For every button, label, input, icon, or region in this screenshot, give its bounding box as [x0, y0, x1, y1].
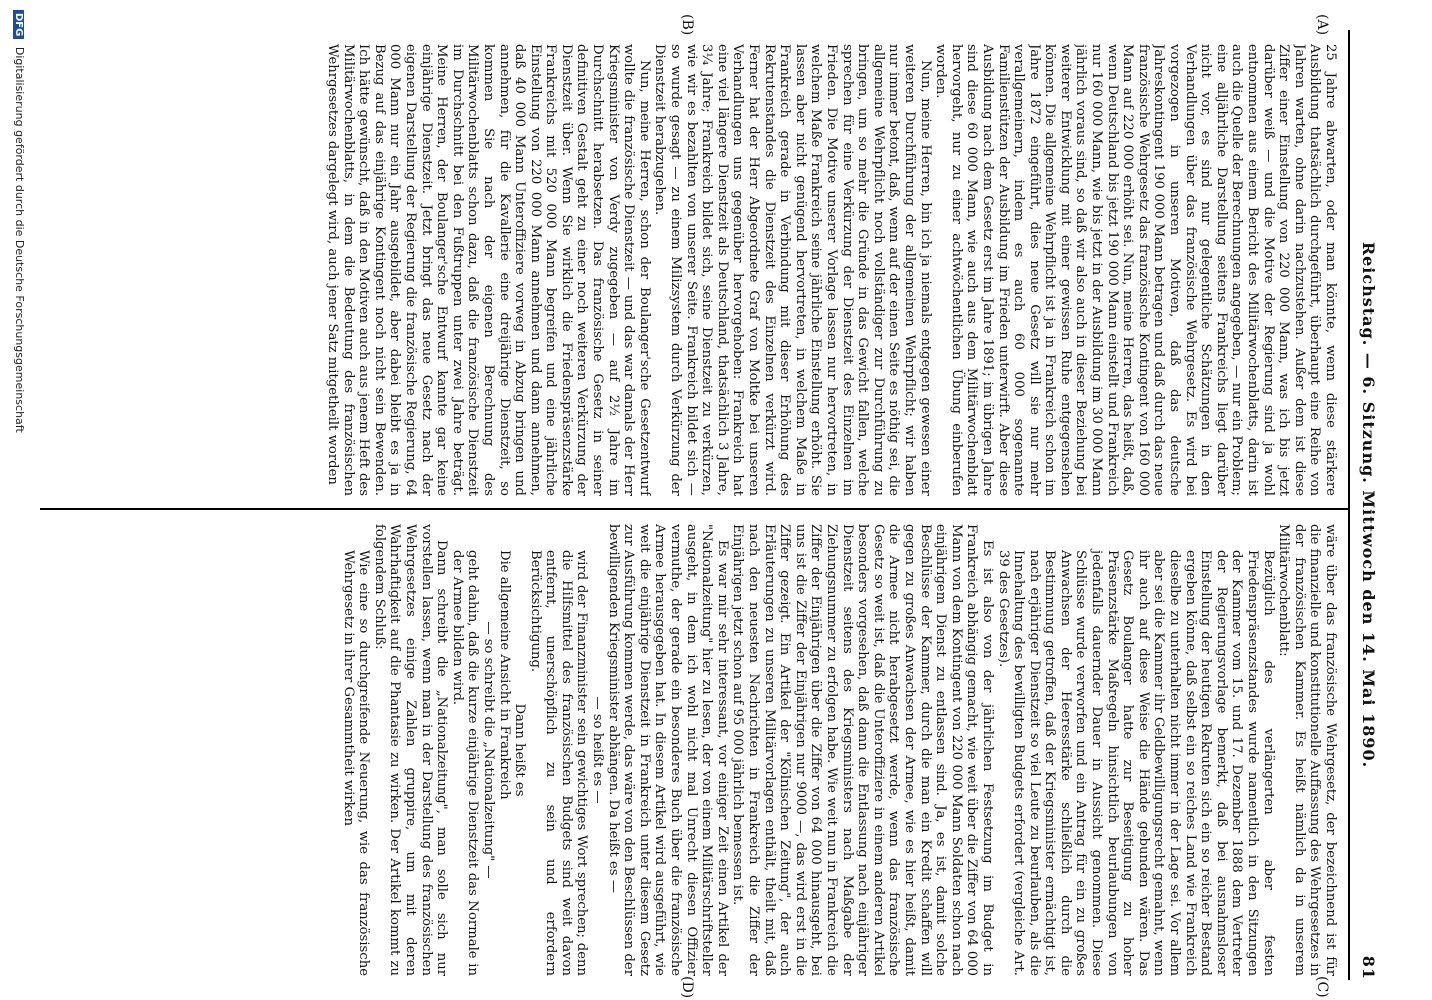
- header-rule: [1348, 30, 1350, 980]
- running-title: Reichstag. — 6. Sitzung. Mittwoch den 14. Mai 1890.: [1359, 241, 1378, 769]
- margin-marker-c: (C): [1314, 976, 1330, 998]
- margin-marker-a: (A): [1314, 14, 1330, 36]
- margin-marker-b: (B): [679, 14, 695, 36]
- paragraph: wäre über das französische Wehrgesetz, der bezeichnend ist für die finanzielle und konstitutionelle Auffassung des Wehrgesetzes in der französischen Kammer. Es heißt nämlich da in unserem Militärwochenblatt:: [1276, 524, 1338, 976]
- paragraph: Es war mir sehr interessant, vor einiger Zeit einen Artikel der "Nationalzeitung" hier zu lesen, der von einem Militärschriftsteller ausgeht, in dem ich wohl nicht mal Unrecht diesen Offizier vermuthe, der gerade ein besonderes Buch über die französische Armee herausgegeben hat. In diesem Artikel wird ausgeführt, wie weit die einjährige Dienstzeit in Frankreich unter diesem Gesetz zur Ausführung kommen werde, das wäre von den Beschlüssen der bewilligenden Kriegsminister abhängen. Da heißt es —: [605, 524, 730, 976]
- footer: [6, 10, 26, 990]
- left-column: [40, 44, 1338, 496]
- margin-marker-d: (D): [679, 976, 695, 999]
- paragraph: Dann schreibt die „Nationalzeitung", man solle sich nur vorstellen lassen, wenn man in der Darstellung des französischen Wehrgesetzes einige Zahlen gruppire, um mit deren Wahrhaftigkeit auf die Phantasie zu wirken. Der Artikel kommt zu folgendem Schluß:: [371, 524, 450, 976]
- aside-line: — so schreibt die „Nationalzeitung" —: [480, 621, 496, 879]
- aside-line: — so heißt es —: [590, 696, 606, 804]
- page-header: [1348, 30, 1378, 980]
- paragraph: Es ist also von der jährlichen Festsetzung im Budget in Frankreich abhängig gemacht, wie weit über die Ziffer von 64 000 Mann von dem Kontingent von 220 000 Mann Soldaten schon nach einjährigem Dienst zu entlassen sind. Ja, es ist, damit solche Beschlüsse der Kammer, durch die man ein Kredit schaffen will gegen zu großes Anwachsen der Armee, wie es hier heißt, damit die Armee nicht herabgesetzt werde, wenn das französische Gesetz so weit ist, daß die Unteroffiziere in einem anderen Artikel besonders vorgesehen, daß dann die Entlassung nach einjähriger Dienstzeit seitens des Kriegsministers nach Maßgabe der Ziehungsnummer zu erfolgen habe. Wie weit nun in Frankreich die Ziffer der Einjährigen über die Ziffer von 64 000 hinausgeht, bei uns ist die Ziffer der Einjährigen nur 9000 —, das wird erst in die Ziffer gezeigt. Ein Artikel der "Kölnischen Zeitung", der auch Erläuterungen zu unseren Militärvorlagen enthält, theilt mit, daß nach den neuesten Nachrichten in Frankreich die Ziffer der Einjährigen jetzt schon auf 95 000 jährlich bemessen ist.: [730, 524, 995, 976]
- right-column: [40, 524, 1338, 976]
- paragraph: 25 Jahre abwarten, oder man könnte, wenn diese stärkere Ausbildung thatsächlich durchgeführt, überhaupt eine Reihe von Jahren warten, ohne darin nachzustehen. Außer dem ist diese Ziffer einer Einstellung von 220 000 Mann, was ich bis jetzt darüber weiß — und die Motive der Regierung sind ja wohl entnommen aus einem Bericht des Militärwochenblatts, darin ist auch die Quelle der Berechnungen angegeben, — nur ein Problem; eine alljährliche Darstellung seitens Frankreichs liegt darüber nicht vor, es sind nur gelegentliche Schätzungen in den Verhandlungen über das französische Wehrgesetz. Es wird bei vorgezogen in unseren Motiven, daß das deutsche Jahreskontingent 190 000 Mann betragen und daß durch das neue französische Wehrgesetz das französische Kontingent von 160 000 Mann auf 220 000 erhöht sei. Nun, meine Herren, das heißt, daß, wenn Deutschland bis jetzt 190 000 Mann einstellt und Frankreich nur 160 000 Mann, wie bis jetzt in der Ausbildung im 30 000 Mann jährlich voraus sind, so daß wir also auch in dieser Beziehung bei weiterer Entwicklung mit einer gewissen Ruhe entgegensehen können. Die allgemeine Wehrpflicht ist ja in Frankreich schon im Jahre 1872 eingeführt, dies neue Gesetz will sie nur mehr verallgemeinern, indem es auch 60 000 sogenannte Familienstützen der Ausbildung im Frieden unterwirft. Aber diese Ausbildung nach dem Gesetz erst im Jahre 1891; im übrigen Jahre sind diese 60 000 Mann, wie auch aus dem Militärwochenblatt hervorgeht, nur zu einer achtwöchentlichen Übung einberufen worden.: [933, 44, 1338, 496]
- quoted-paragraph: Bezüglich des verlängerten aber festen Friedenspräsenzstandes wurde namentlich in den Sitzungen der Kammer vom 15. und 17. Dezember 1888 dem Vertreter der Regierungsvorlage bemerkt, daß bei ausnahmsloser Einstellung der heutigen Rekruten sich ein so reicher Bestand ergeben könne, daß selbst ein so reiches Land wie Frankreich dieselbe zu unterhalten nicht immer in der Lage sei. Vor allem aber sei die Kammer ihr Geldbewilligungsrecht gemahnt, wenn ihr auch auf diese Weise die Hände gebunden wären. Das Gesetz Boulanger hatte zur Beseitigung zu hoher Präsenzstärke Maßregeln hinsichtlich beurlaubungen von jedenfalls dauernder Dauer in Aussicht genommen. Diese Schlüsse wurde verworfen und ein Antrag für ein zu großes Anwachsen der Heeresstärke schließlich durch die Bestimmung getroffen, daß der Kriegsminister ermächtigt ist, nach erjähriger Dienstzeit so viel Leute zu beurlauben, als die Innehaltung des bewilligten Budgets erfordert (vergleiche Art. 39 des Gesetzes).: [995, 550, 1276, 976]
- quoted-paragraph: geht dahin, daß die kurze einjährige Dienstzeit das Normale in der Armee bilden wird.: [449, 550, 481, 976]
- quoted-paragraph: Die allgemeine Ansicht in Frankreich: [496, 550, 512, 800]
- paragraph: Nun, meine Herren, bin ich ja niemals entgegen gewesen einer weiteren Durchführung der allgemeinen Wehrpflicht; wir haben nur immer betont, daß, wenn auf der einen Seite es nöthig sei, die allgemeine Wehrpflicht noch vollständiger zur Durchführung zu bringen, um so mehr die Gründe in das Gewicht fallen, welche sprechen für eine Verkürzung der Dienstzeit des Einzelnen im Frieden. Die Motive unserer Vorlage lassen nur hervortreten, in welchem Maße Frankreich seine jährliche Einstellung erhöht. Sie lassen aber nicht genügend hervortreten, in welchem Maße in Frankreich gerade in Verbindung mit dieser Erhöhung des Rekrutenstandes die Dienstzeit des Einzelnen verkürzt wird. Ferner hat der Herr Abgeordnete Graf von Moltke bei unseren Verhandlungen uns gegenüber hervorgehoben: Frankreich hat eine viel längere Dienstzeit als Deutschland, thatsächlich 3 Jahre, 3¼ Jahre; Frankreich bildet sich, seine Dienstzeit zu verkürzen, wie wir es bezahlten von unserer Seite. Frankreich bildet sich — so wurde gesagt — zu einem Milizsystem durch Verkürzung der Dienstzeit herabzugehen.: [652, 44, 933, 496]
- footer-credit: Digitalisierung gefördert durch die Deutsche Forschungsgemeinschaft: [13, 46, 26, 433]
- quoted-paragraph: wird der Finanzminister sein gewichtiges Wort sprechen; denn die Hilfsmittel des französischen Budgets sind weit davon entfernt, unerschöpflich zu sein und erfordern Berücksichtigung.: [527, 550, 590, 976]
- aside-line: Dann heißt es: [512, 703, 528, 797]
- paragraph: Nun, meine Herren, schon der Boulanger'sche Gesetzentwurf wollte die französische Dienstzeit — und das war damals der Herr Kriegsminister von Verdy zugegeben — auf 2½ Jahre im Durchschnitt herabsetzen. Das französische Gesetz in seiner definitiven Gestalt geht zu einer noch weiteren Verkürzung der Dienstzeit über. Wenn Sie wirklich die Friedenspräsenzstärke Frankreichs mit 520 000 Mann begreifen und eine jährliche Einstellung von 220 000 Mann annehmen und dann annehmen, daß 40 000 Mann Unteroffiziere vorweg in Abzug bringen und annehmen, für die Kavallerie eine dreijährige Dienstzeit, so kommen Sie nach der eigenen Berechnung des Militärwochenblatts schon dazu, daß die französische Dienstzeit im Durchschnitt bei den Fußtruppen unter zwei Jahre beträgt. Meine Herren, der Boulanger'sche Entwurf kannte gar keine einjährige Dienstzeit. Jetzt bringt das neue Gesetz nach der eigenen Darstellung der Regierung die französische Regierung, 64 000 Mann nur ein Jahr ausgebildet, aber dabei bleibt es ja in Bezug auf das einjährige Kontingent noch nicht sein Bewenden. Ich hätte gewünscht, daß in den Motiven auch aus jenem Heft des Militärwochenblatts, in dem die Bedeutung des französischen Wehrgesetzes dargelegt wird, auch jener Satz mitgetheilt worden: [325, 44, 652, 496]
- quoted-paragraph: Wie eine so durchgreifende Neuerung, wie das französische Wehrgesetz in ihrer Gesammtheit wirken: [340, 550, 372, 976]
- page-number: 81: [1359, 955, 1378, 980]
- column-divider: [40, 508, 1348, 510]
- dfg-logo: DFG: [13, 10, 24, 39]
